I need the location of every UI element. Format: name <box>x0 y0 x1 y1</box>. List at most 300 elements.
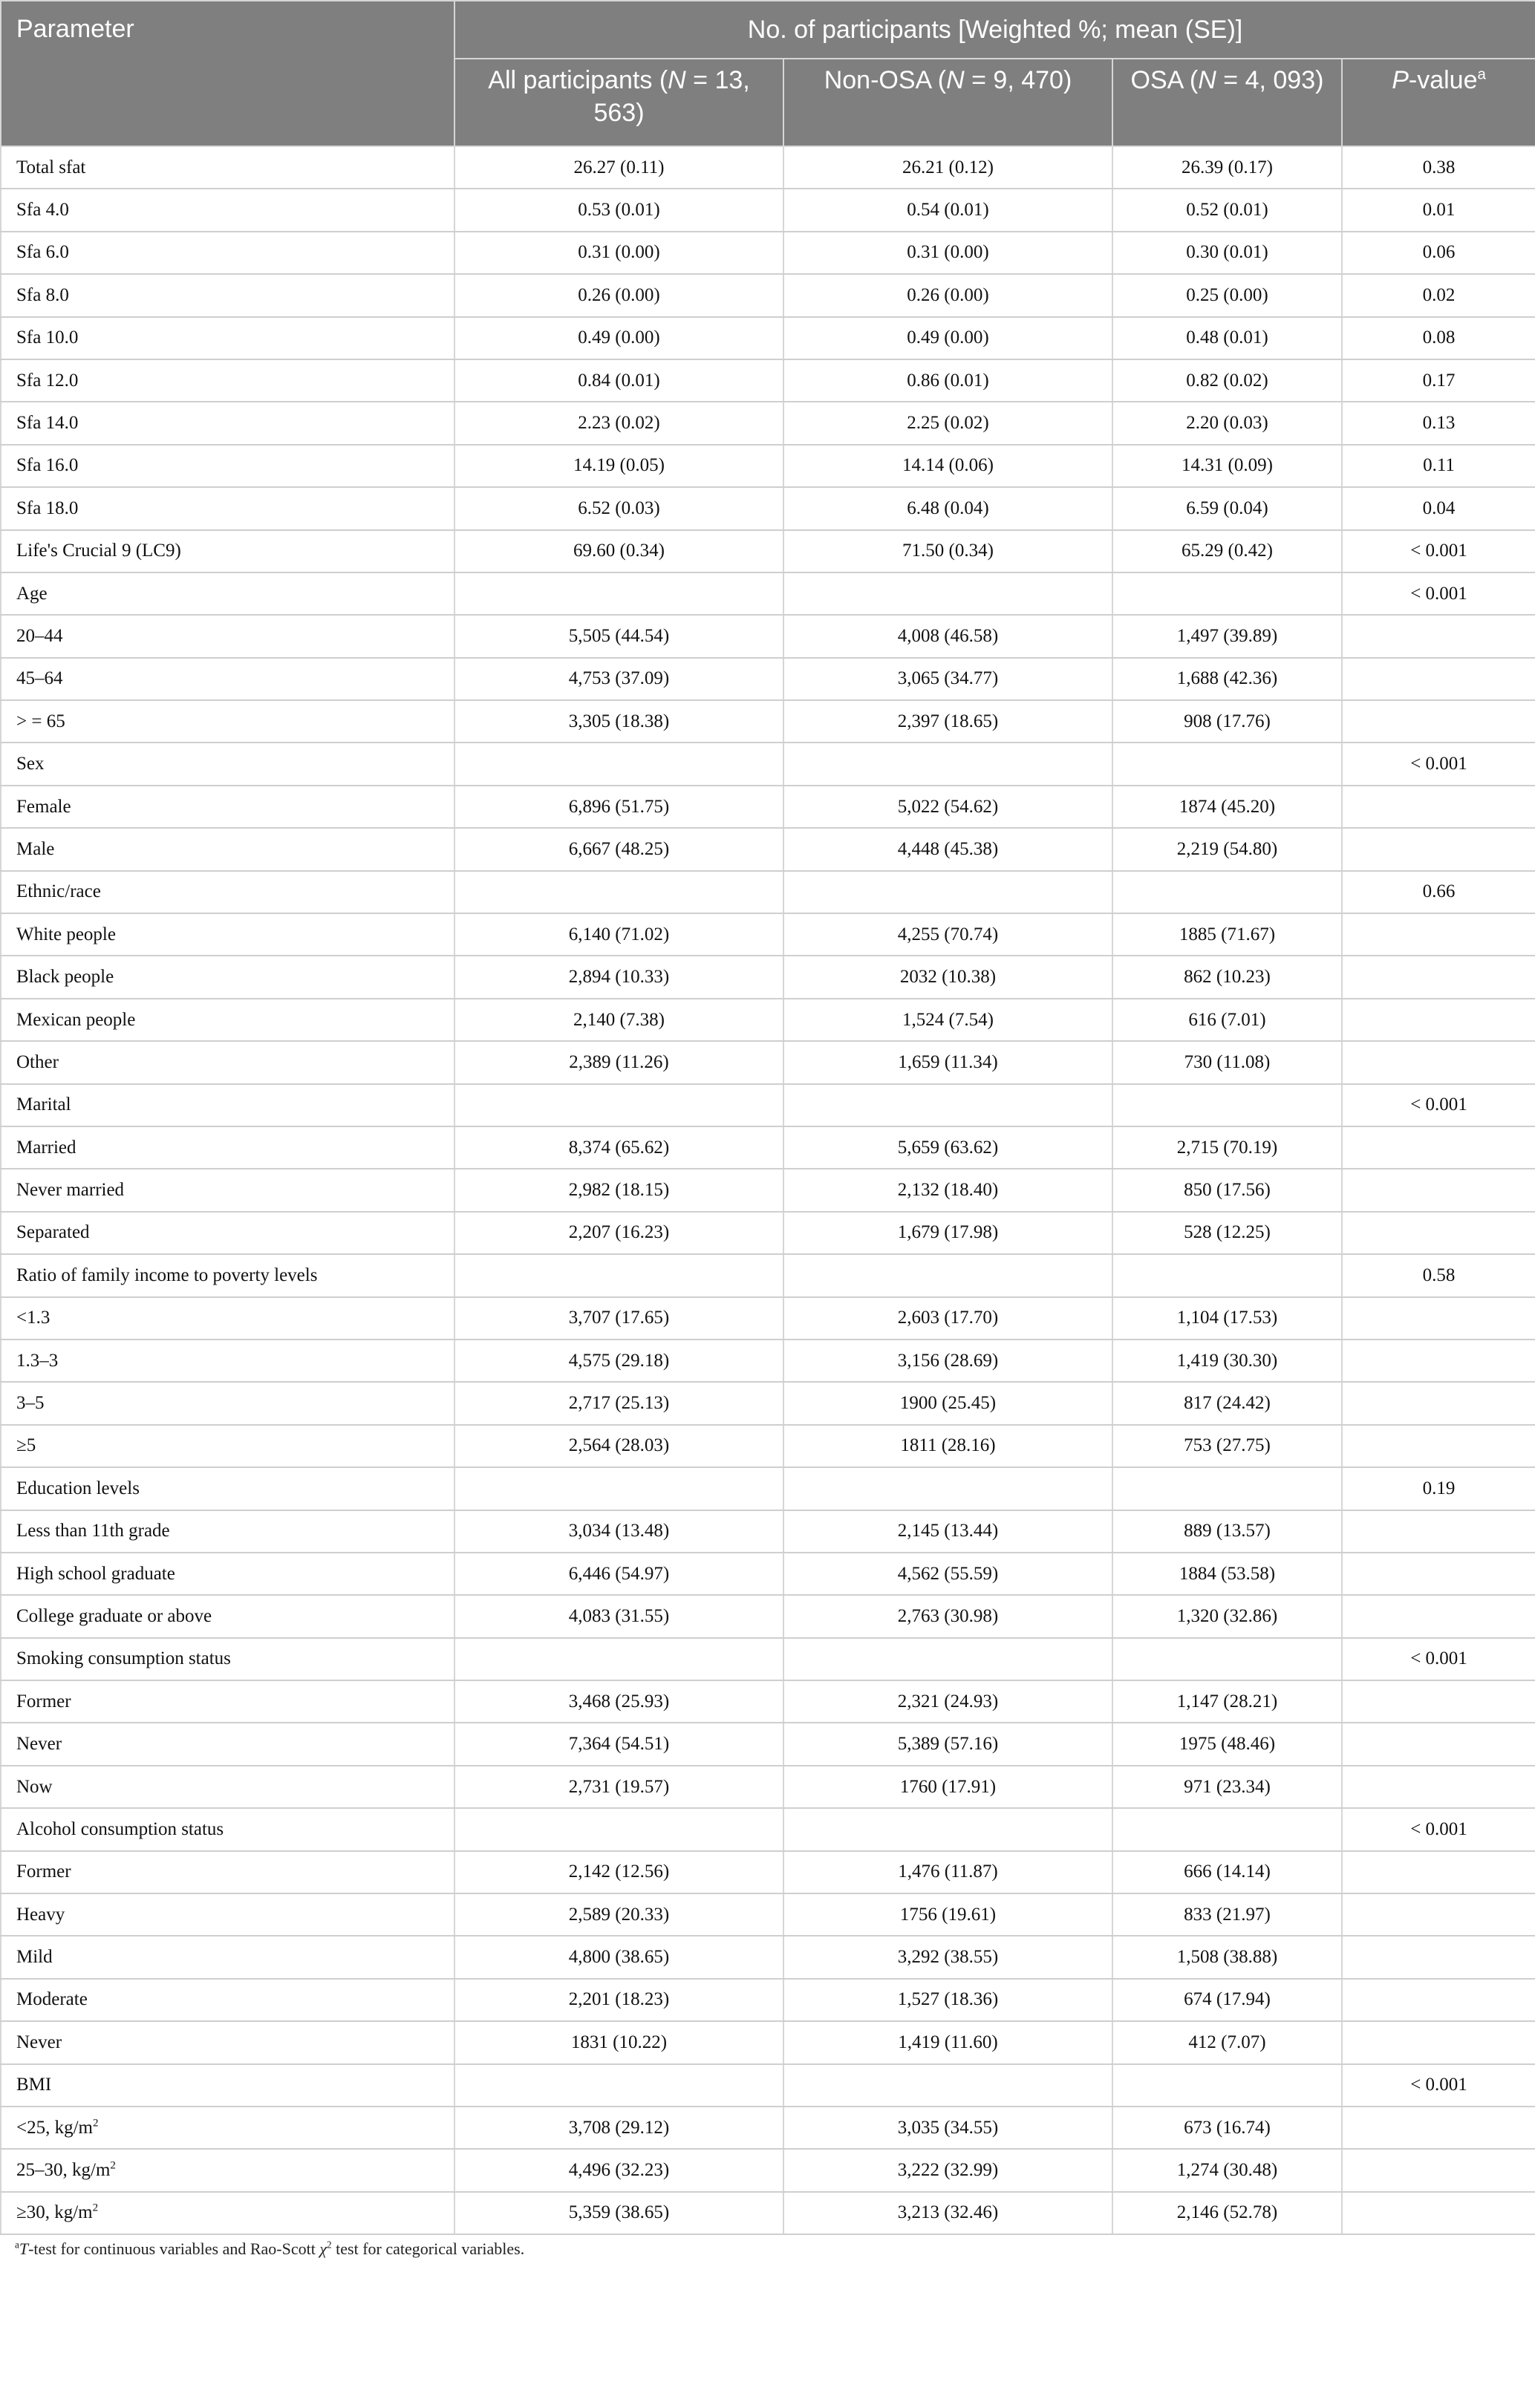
non-osa-cell <box>783 743 1112 785</box>
p-value-cell <box>1342 1382 1535 1424</box>
p-value-cell <box>1342 2107 1535 2149</box>
non-osa-cell: 2,763 (30.98) <box>783 1595 1112 1637</box>
footnote-marker: a <box>1477 66 1486 83</box>
table-row <box>1 1382 1535 1424</box>
p-value-cell <box>1342 1851 1535 1893</box>
n-symbol: N <box>1198 66 1216 94</box>
non-osa-cell: 1,659 (11.34) <box>783 1041 1112 1083</box>
table-row <box>1 743 1535 785</box>
parameter-label: Separated <box>16 1222 90 1243</box>
column-name: All participants <box>488 66 653 94</box>
all-participants-cell: 4,800 (38.65) <box>454 1936 783 1978</box>
all-participants-cell: 7,364 (54.51) <box>454 1723 783 1765</box>
parameter-cell <box>1 786 454 828</box>
all-participants-cell: 2,717 (25.13) <box>454 1382 783 1424</box>
table-row <box>1 1425 1535 1467</box>
table-row <box>1 2107 1535 2149</box>
osa-cell: 862 (10.23) <box>1112 956 1342 998</box>
parameter-label: Now <box>16 1776 53 1797</box>
parameter-label: Ethnic/race <box>16 881 101 902</box>
osa-cell: 1,274 (30.48) <box>1112 2149 1342 2191</box>
p-value-cell: 0.02 <box>1342 274 1535 316</box>
parameter-label: College graduate or above <box>16 1605 212 1626</box>
osa-cell: 971 (23.34) <box>1112 1766 1342 1808</box>
table-row <box>1 2192 1535 2234</box>
table-footnote <box>0 2235 1535 2259</box>
osa-cell <box>1112 1808 1342 1850</box>
non-osa-cell: 3,292 (38.55) <box>783 1936 1112 1978</box>
non-osa-cell: 5,389 (57.16) <box>783 1723 1112 1765</box>
parameter-label: Married <box>16 1137 76 1158</box>
p-value-cell: 0.11 <box>1342 445 1535 487</box>
osa-cell: 908 (17.76) <box>1112 700 1342 743</box>
all-participants-cell: 5,505 (44.54) <box>454 615 783 657</box>
all-participants-cell: 6,446 (54.97) <box>454 1553 783 1595</box>
osa-cell: 0.25 (0.00) <box>1112 274 1342 316</box>
osa-cell: 674 (17.94) <box>1112 1979 1342 2021</box>
p-value-cell <box>1342 1041 1535 1083</box>
parameter-cell <box>1 615 454 657</box>
parameter-label: White people <box>16 924 116 944</box>
osa-cell: 730 (11.08) <box>1112 1041 1342 1083</box>
non-osa-cell: 4,448 (45.38) <box>783 828 1112 870</box>
non-osa-cell: 4,255 (70.74) <box>783 913 1112 956</box>
p-value-cell <box>1342 1297 1535 1340</box>
all-participants-cell: 2,564 (28.03) <box>454 1425 783 1467</box>
parameter-label: Age <box>16 583 48 604</box>
parameter-label: ≥30, kg/m <box>16 2202 93 2223</box>
parameter-cell <box>1 317 454 359</box>
osa-cell: 1,147 (28.21) <box>1112 1680 1342 1723</box>
parameter-cell <box>1 871 454 913</box>
all-participants-cell: 4,753 (37.09) <box>454 658 783 700</box>
parameter-cell <box>1 828 454 870</box>
osa-cell: 753 (27.75) <box>1112 1425 1342 1467</box>
p-value-cell <box>1342 1553 1535 1595</box>
non-osa-cell: 2,397 (18.65) <box>783 700 1112 743</box>
non-osa-cell <box>783 1084 1112 1126</box>
osa-cell: 1,104 (17.53) <box>1112 1297 1342 1340</box>
p-value-cell <box>1342 1510 1535 1553</box>
all-participants-cell: 2,140 (7.38) <box>454 999 783 1041</box>
p-value-text: -value <box>1408 66 1478 94</box>
parameter-label: Sfa 8.0 <box>16 284 69 305</box>
parameter-cell <box>1 1595 454 1637</box>
non-osa-cell <box>783 572 1112 615</box>
non-osa-cell: 1,679 (17.98) <box>783 1212 1112 1254</box>
footnote-text: -test for continuous variables and Rao-Scott <box>28 2239 320 2259</box>
non-osa-cell: 3,222 (32.99) <box>783 2149 1112 2191</box>
p-value-cell <box>1342 2149 1535 2191</box>
p-value-cell: < 0.001 <box>1342 1638 1535 1680</box>
table-row <box>1 828 1535 870</box>
parameter-cell <box>1 2107 454 2149</box>
p-value-cell: < 0.001 <box>1342 2064 1535 2107</box>
osa-cell: 528 (12.25) <box>1112 1212 1342 1254</box>
parameter-cell <box>1 1979 454 2021</box>
p-value-cell: < 0.001 <box>1342 743 1535 785</box>
parameter-cell <box>1 1936 454 1978</box>
all-participants-cell: 2,894 (10.33) <box>454 956 783 998</box>
p-value-cell <box>1342 1979 1535 2021</box>
parameter-cell <box>1 999 454 1041</box>
n-symbol: N <box>946 66 965 94</box>
parameter-label: > = 65 <box>16 711 65 731</box>
p-value-cell <box>1342 913 1535 956</box>
osa-cell: 0.48 (0.01) <box>1112 317 1342 359</box>
t-symbol: T <box>19 2239 29 2259</box>
parameter-label: Female <box>16 796 71 817</box>
non-osa-cell: 4,008 (46.58) <box>783 615 1112 657</box>
all-participants-cell: 3,468 (25.93) <box>454 1680 783 1723</box>
all-participants-cell <box>454 1638 783 1680</box>
p-value-cell <box>1342 1595 1535 1637</box>
table-row <box>1 274 1535 316</box>
non-osa-cell: 0.31 (0.00) <box>783 232 1112 274</box>
all-participants-cell: 14.19 (0.05) <box>454 445 783 487</box>
column-name: OSA <box>1130 66 1183 94</box>
parameter-cell <box>1 1680 454 1723</box>
table-row <box>1 146 1535 189</box>
p-value-cell <box>1342 2021 1535 2063</box>
table-row <box>1 1510 1535 1553</box>
all-participants-cell <box>454 1808 783 1850</box>
all-participants-cell: 3,305 (18.38) <box>454 700 783 743</box>
non-osa-cell: 1,527 (18.36) <box>783 1979 1112 2021</box>
parameter-cell <box>1 1638 454 1680</box>
non-osa-cell: 26.21 (0.12) <box>783 146 1112 189</box>
unit-superscript: 2 <box>93 2117 99 2130</box>
all-participants-cell: 2,982 (18.15) <box>454 1169 783 1211</box>
parameter-cell <box>1 956 454 998</box>
all-participants-cell <box>454 1084 783 1126</box>
all-participants-cell: 0.49 (0.00) <box>454 317 783 359</box>
non-osa-cell: 1,524 (7.54) <box>783 999 1112 1041</box>
table-row <box>1 2149 1535 2191</box>
parameter-label: Never <box>16 1734 62 1755</box>
parameter-cell <box>1 487 454 529</box>
parameter-label: <1.3 <box>16 1308 50 1328</box>
osa-cell <box>1112 2064 1342 2107</box>
non-osa-cell: 1900 (25.45) <box>783 1382 1112 1424</box>
all-participants-cell <box>454 871 783 913</box>
all-participants-cell: 4,575 (29.18) <box>454 1340 783 1382</box>
parameter-cell <box>1 1808 454 1850</box>
parameter-label: 1.3–3 <box>16 1350 59 1371</box>
p-value-cell <box>1342 658 1535 700</box>
p-value-cell <box>1342 615 1535 657</box>
parameter-label: Life's Crucial 9 (LC9) <box>16 541 181 561</box>
chi-symbol: χ <box>319 2239 327 2259</box>
parameter-label: 3–5 <box>16 1393 45 1414</box>
p-value-cell <box>1342 2192 1535 2234</box>
parameter-cell <box>1 1126 454 1169</box>
table-row <box>1 232 1535 274</box>
osa-cell: 666 (14.14) <box>1112 1851 1342 1893</box>
non-osa-cell <box>783 1254 1112 1296</box>
all-participants-cell: 6,140 (71.02) <box>454 913 783 956</box>
all-participants-cell: 6,667 (48.25) <box>454 828 783 870</box>
parameter-cell <box>1 1553 454 1595</box>
table-row <box>1 1808 1535 1850</box>
table-row <box>1 1680 1535 1723</box>
p-value-cell: 0.08 <box>1342 317 1535 359</box>
parameter-label: Sfa 6.0 <box>16 242 69 263</box>
p-value-cell <box>1342 1340 1535 1382</box>
osa-cell: 1,419 (30.30) <box>1112 1340 1342 1382</box>
osa-cell: 833 (21.97) <box>1112 1893 1342 1936</box>
parameter-label: Black people <box>16 967 114 988</box>
parameter-cell <box>1 402 454 444</box>
p-value-cell <box>1342 700 1535 743</box>
p-value-cell <box>1342 956 1535 998</box>
table-body <box>1 146 1535 2234</box>
non-osa-cell: 1760 (17.91) <box>783 1766 1112 1808</box>
p-value-cell: 0.04 <box>1342 487 1535 529</box>
osa-cell: 1874 (45.20) <box>1112 786 1342 828</box>
p-value-cell <box>1342 1680 1535 1723</box>
p-value-cell: 0.58 <box>1342 1254 1535 1296</box>
osa-cell: 412 (7.07) <box>1112 2021 1342 2063</box>
non-osa-column-header: Non-OSA (N = 9, 470) <box>783 59 1112 146</box>
parameter-cell <box>1 1084 454 1126</box>
all-participants-cell: 3,708 (29.12) <box>454 2107 783 2149</box>
osa-cell <box>1112 572 1342 615</box>
table-row <box>1 1126 1535 1169</box>
table-row <box>1 1723 1535 1765</box>
parameter-label: 45–64 <box>16 668 63 689</box>
non-osa-cell: 1,476 (11.87) <box>783 1851 1112 1893</box>
table-row <box>1 1212 1535 1254</box>
table-row <box>1 658 1535 700</box>
parameter-label: Sfa 18.0 <box>16 497 79 518</box>
osa-cell: 2,146 (52.78) <box>1112 2192 1342 2234</box>
parameter-label: Other <box>16 1051 59 1072</box>
parameter-label: Marital <box>16 1094 71 1115</box>
p-value-cell: 0.38 <box>1342 146 1535 189</box>
parameter-label: Sfa 4.0 <box>16 200 69 221</box>
parameter-cell <box>1 274 454 316</box>
parameter-cell <box>1 1382 454 1424</box>
non-osa-cell: 3,213 (32.46) <box>783 2192 1112 2234</box>
parameter-label: Sfa 12.0 <box>16 370 79 391</box>
parameter-cell <box>1 1041 454 1083</box>
parameter-label: Sfa 16.0 <box>16 455 79 476</box>
table-row <box>1 1254 1535 1296</box>
osa-column-header: OSA (N = 4, 093) <box>1112 59 1342 146</box>
parameter-label: Mexican people <box>16 1009 136 1030</box>
p-value-cell <box>1342 1766 1535 1808</box>
table-row <box>1 530 1535 572</box>
p-value-cell: 0.66 <box>1342 871 1535 913</box>
all-participants-cell: 69.60 (0.34) <box>454 530 783 572</box>
osa-cell: 1885 (71.67) <box>1112 913 1342 956</box>
non-osa-cell <box>783 2064 1112 2107</box>
parameter-label: BMI <box>16 2075 52 2095</box>
p-value-cell <box>1342 786 1535 828</box>
osa-cell: 2.20 (0.03) <box>1112 402 1342 444</box>
non-osa-cell: 5,659 (63.62) <box>783 1126 1112 1169</box>
all-participants-cell: 5,359 (38.65) <box>454 2192 783 2234</box>
all-participants-cell: 4,496 (32.23) <box>454 2149 783 2191</box>
all-participants-cell: 2,731 (19.57) <box>454 1766 783 1808</box>
parameter-cell <box>1 1212 454 1254</box>
parameter-label: Education levels <box>16 1478 140 1498</box>
all-participants-cell: 2,207 (16.23) <box>454 1212 783 1254</box>
parameter-cell <box>1 700 454 743</box>
parameter-label: Total sfat <box>16 157 86 177</box>
table-header <box>1 1 1535 146</box>
osa-cell <box>1112 871 1342 913</box>
table-row <box>1 1340 1535 1382</box>
parameter-cell <box>1 2064 454 2107</box>
n-value: = 13, 563) <box>593 66 750 127</box>
non-osa-cell: 2,145 (13.44) <box>783 1510 1112 1553</box>
parameter-cell <box>1 1425 454 1467</box>
non-osa-cell: 1756 (19.61) <box>783 1893 1112 1936</box>
parameter-cell <box>1 658 454 700</box>
osa-cell: 0.52 (0.01) <box>1112 189 1342 231</box>
parameter-cell <box>1 1510 454 1553</box>
table-row <box>1 572 1535 615</box>
table-row <box>1 1638 1535 1680</box>
all-participants-cell: 0.31 (0.00) <box>454 232 783 274</box>
p-value-cell <box>1342 1936 1535 1978</box>
table-row <box>1 1467 1535 1510</box>
all-participants-cell <box>454 1467 783 1510</box>
osa-cell: 889 (13.57) <box>1112 1510 1342 1553</box>
parameter-label: <25, kg/m <box>16 2117 93 2138</box>
parameter-cell <box>1 146 454 189</box>
osa-cell: 26.39 (0.17) <box>1112 146 1342 189</box>
all-participants-cell: 26.27 (0.11) <box>454 146 783 189</box>
parameter-label: Ratio of family income to poverty levels <box>16 1265 318 1285</box>
all-participants-cell: 3,034 (13.48) <box>454 1510 783 1553</box>
parameter-cell <box>1 2021 454 2063</box>
table-row <box>1 1893 1535 1936</box>
parameter-cell <box>1 445 454 487</box>
table-row <box>1 402 1535 444</box>
osa-cell: 6.59 (0.04) <box>1112 487 1342 529</box>
p-value-cell <box>1342 999 1535 1041</box>
osa-cell: 817 (24.42) <box>1112 1382 1342 1424</box>
p-value-cell: < 0.001 <box>1342 1808 1535 1850</box>
column-name: Non-OSA <box>824 66 931 94</box>
parameter-cell <box>1 1254 454 1296</box>
unit-superscript: 2 <box>92 2202 99 2215</box>
p-value-cell: 0.01 <box>1342 189 1535 231</box>
non-osa-cell <box>783 1638 1112 1680</box>
osa-cell: 1884 (53.58) <box>1112 1553 1342 1595</box>
all-participants-cell: 6.52 (0.03) <box>454 487 783 529</box>
parameter-label: Less than 11th grade <box>16 1521 170 1541</box>
p-value-column-header <box>1342 59 1535 146</box>
table-row <box>1 445 1535 487</box>
all-participants-cell: 2,389 (11.26) <box>454 1041 783 1083</box>
parameter-cell <box>1 189 454 231</box>
p-value-cell: 0.17 <box>1342 359 1535 402</box>
all-participants-cell <box>454 2064 783 2107</box>
all-participants-cell: 2,201 (18.23) <box>454 1979 783 2021</box>
parameter-cell <box>1 743 454 785</box>
parameter-cell <box>1 2149 454 2191</box>
parameter-cell <box>1 913 454 956</box>
osa-cell: 673 (16.74) <box>1112 2107 1342 2149</box>
p-symbol: P <box>1392 66 1409 94</box>
non-osa-cell: 71.50 (0.34) <box>783 530 1112 572</box>
table-row <box>1 1766 1535 1808</box>
parameter-cell <box>1 530 454 572</box>
non-osa-cell: 2,321 (24.93) <box>783 1680 1112 1723</box>
osa-cell: 1975 (48.46) <box>1112 1723 1342 1765</box>
osa-cell: 1,497 (39.89) <box>1112 615 1342 657</box>
osa-cell: 1,508 (38.88) <box>1112 1936 1342 1978</box>
parameter-cell <box>1 1851 454 1893</box>
p-value-cell <box>1342 1723 1535 1765</box>
all-participants-cell: 2,142 (12.56) <box>454 1851 783 1893</box>
parameter-label: 20–44 <box>16 625 63 646</box>
osa-cell: 1,320 (32.86) <box>1112 1595 1342 1637</box>
table-row <box>1 999 1535 1041</box>
chi-superscript: 2 <box>327 2239 332 2251</box>
parameter-label: Former <box>16 1862 71 1882</box>
table-row <box>1 1979 1535 2021</box>
osa-cell: 65.29 (0.42) <box>1112 530 1342 572</box>
table-row <box>1 1851 1535 1893</box>
parameter-cell <box>1 232 454 274</box>
all-participants-column-header: All participants (N = 13, 563) <box>454 59 783 146</box>
all-participants-cell: 0.84 (0.01) <box>454 359 783 402</box>
group-column-header: No. of participants [Weighted %; mean (SE)] <box>454 1 1535 59</box>
table-row <box>1 1595 1535 1637</box>
parameter-label: High school graduate <box>16 1563 175 1584</box>
non-osa-cell <box>783 871 1112 913</box>
n-value: = 9, 470) <box>964 66 1072 94</box>
table-row <box>1 1041 1535 1083</box>
p-value-cell: < 0.001 <box>1342 1084 1535 1126</box>
osa-cell <box>1112 1084 1342 1126</box>
non-osa-cell: 14.14 (0.06) <box>783 445 1112 487</box>
table-row <box>1 700 1535 743</box>
table-row <box>1 1084 1535 1126</box>
table-row <box>1 956 1535 998</box>
non-osa-cell: 5,022 (54.62) <box>783 786 1112 828</box>
osa-cell <box>1112 1254 1342 1296</box>
non-osa-cell: 1,419 (11.60) <box>783 2021 1112 2063</box>
parameter-label: Male <box>16 838 55 859</box>
parameter-cell <box>1 1297 454 1340</box>
osa-cell: 1,688 (42.36) <box>1112 658 1342 700</box>
parameter-label: Never <box>16 2032 62 2052</box>
table-row <box>1 1297 1535 1340</box>
non-osa-cell: 2,603 (17.70) <box>783 1297 1112 1340</box>
all-participants-cell: 2.23 (0.02) <box>454 402 783 444</box>
non-osa-cell: 4,562 (55.59) <box>783 1553 1112 1595</box>
non-osa-cell: 3,065 (34.77) <box>783 658 1112 700</box>
table-row <box>1 2064 1535 2107</box>
p-value-cell <box>1342 828 1535 870</box>
non-osa-cell: 0.86 (0.01) <box>783 359 1112 402</box>
table-row <box>1 1169 1535 1211</box>
parameter-cell <box>1 1723 454 1765</box>
p-value-cell <box>1342 1169 1535 1211</box>
non-osa-cell: 2.25 (0.02) <box>783 402 1112 444</box>
parameter-label: Smoking consumption status <box>16 1648 231 1669</box>
non-osa-cell: 0.26 (0.00) <box>783 274 1112 316</box>
parameter-label: Alcohol consumption status <box>16 1818 224 1839</box>
parameter-label: Sfa 14.0 <box>16 413 79 434</box>
parameter-cell <box>1 359 454 402</box>
